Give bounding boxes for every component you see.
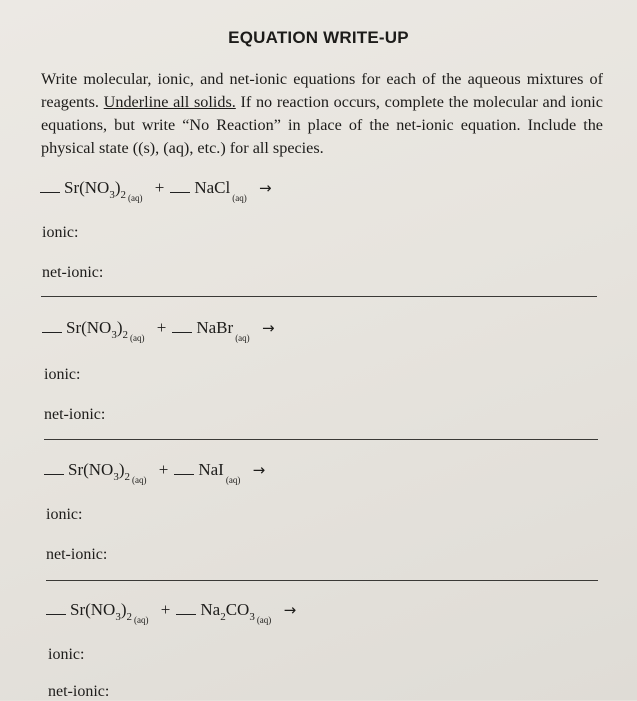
reagent-2-formula: Na: [200, 600, 221, 619]
reagent-2-formula: NaCl: [194, 178, 231, 197]
subscript: 2: [120, 189, 127, 201]
subscript: 3: [113, 471, 119, 483]
reaction-arrow-icon: →: [259, 179, 272, 197]
plus-sign: +: [160, 600, 171, 619]
answer-line: [41, 296, 597, 297]
subscript: 2: [220, 611, 226, 623]
reaction-arrow-icon: →: [283, 601, 297, 619]
plus-sign: +: [158, 460, 169, 479]
state-label: (aq): [232, 193, 247, 203]
reaction-3-equation: [44, 460, 265, 485]
formula-part: ): [120, 600, 127, 619]
answer-line: [44, 439, 598, 440]
ionic-label: ionic:: [44, 366, 81, 383]
coefficient-blank[interactable]: [40, 191, 60, 193]
coefficient-blank[interactable]: [172, 331, 192, 333]
page-title: EQUATION WRITE-UP: [228, 28, 409, 47]
instructions-underlined: Underline all solids.: [103, 93, 236, 111]
net-ionic-label: net-ionic:: [42, 264, 104, 281]
reagent-2-formula: NaBr: [196, 318, 234, 337]
ionic-label: ionic:: [42, 224, 79, 241]
reagent-2-formula: NaI: [198, 460, 224, 479]
coefficient-blank[interactable]: [44, 473, 64, 475]
state-label: (aq): [128, 193, 143, 203]
formula-part: CO: [225, 600, 250, 619]
state-label: (aq): [130, 333, 145, 343]
subscript: 2: [122, 329, 129, 341]
plus-sign: +: [156, 318, 167, 337]
instructions-text-1: Write molecular, ionic, and net-ionic equations for each of the aqueous mixtures of reagents.: [41, 70, 603, 111]
reaction-arrow-icon: →: [261, 319, 275, 337]
subscript: 3: [111, 329, 117, 341]
coefficient-blank[interactable]: [42, 331, 62, 333]
state-label: (aq): [134, 615, 149, 625]
subscript: 2: [126, 611, 133, 623]
plus-sign: +: [154, 178, 165, 197]
answer-line: [46, 580, 598, 581]
state-label: (aq): [132, 475, 147, 485]
reagent-1-formula: Sr(NO: [70, 600, 116, 619]
subscript: 2: [124, 471, 131, 483]
reaction-4-equation: [46, 600, 296, 625]
net-ionic-label: net-ionic:: [44, 406, 106, 423]
coefficient-blank[interactable]: [46, 613, 66, 615]
coefficient-blank[interactable]: [174, 473, 194, 475]
formula-part: ): [116, 318, 123, 337]
state-label: (aq): [256, 615, 272, 625]
reagent-1-formula: Sr(NO: [66, 318, 112, 337]
instructions-paragraph: [41, 68, 603, 160]
formula-part: ): [118, 460, 125, 479]
subscript: 3: [115, 611, 121, 623]
net-ionic-label: net-ionic:: [46, 546, 108, 563]
reagent-1-formula: Sr(NO: [64, 178, 110, 197]
formula-part: ): [114, 178, 121, 197]
reagent-1-formula: Sr(NO: [68, 460, 114, 479]
subscript: 3: [109, 189, 115, 201]
reaction-2-equation: [42, 318, 275, 343]
reaction-1-equation: [40, 178, 272, 203]
reaction-arrow-icon: →: [252, 461, 266, 479]
ionic-label: ionic:: [46, 506, 83, 523]
subscript: 3: [249, 611, 255, 623]
net-ionic-label: net-ionic:: [48, 683, 110, 700]
state-label: (aq): [225, 475, 241, 485]
ionic-label: ionic:: [48, 646, 85, 663]
coefficient-blank[interactable]: [170, 191, 190, 193]
state-label: (aq): [235, 333, 250, 343]
instructions-text-2: If no reaction occurs, complete the molecular and ionic equations, but write “No Reaction” in place of the net-ionic equation. Include the physical state ((s), (aq), etc.) for all species.: [41, 93, 603, 157]
coefficient-blank[interactable]: [176, 613, 196, 615]
